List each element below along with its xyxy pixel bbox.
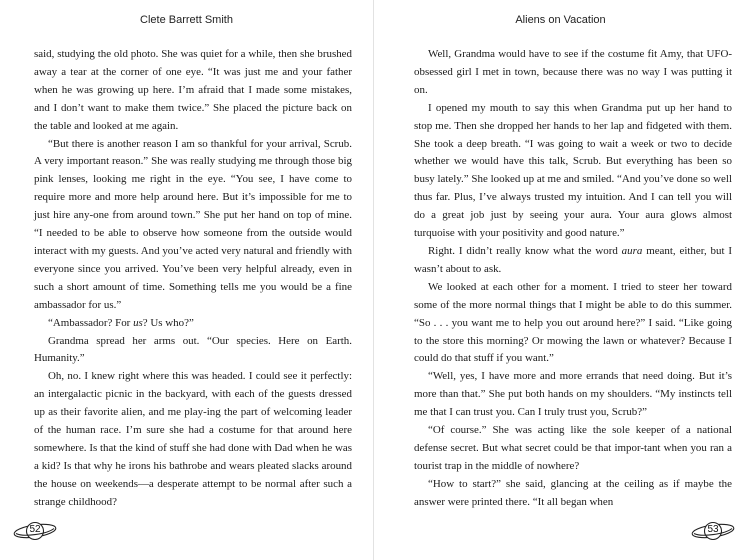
- page-number: 53: [707, 524, 719, 535]
- running-header-title: Aliens on Vacation: [515, 14, 606, 26]
- paragraph: “How to start?” she said, glancing at the ceiling as if maybe the answer were printed there. “It all began when: [414, 477, 732, 508]
- paragraph: We looked at each other for a moment. I tried to steer her toward some of the more normal things that I might be able to do this summer. “So . . . you want me to help you out around here?” I said. “Like going to the store this morning? Or mowing the lawn or whatever? Because I could do that stuff if you want.”: [414, 280, 732, 365]
- paragraph: said, studying the old photo. She was quiet for a while, then she brushed away a tear at the corner of one eye. “It was just me and your father when he was growing up here. I’m afraid that I made some mistakes, and I don’t want to make them twice.” She placed the picture back on the table and looked at me again.: [34, 48, 352, 132]
- paragraph: I opened my mouth to say this when Grandma put up her hand to stop me. Then she dropped her hands to her lap and fidgeted with them. She took a deep breath. “I was going to wait a week or two to decide whether we would have this talk, Scrub. But everything has been so busy lately.” She looked up at me and smiled. “And you’ve done so well thus far. Plus, I’ve always trusted my intuition. And I can tell you will do a great job just by seeing your aura. Your aura glows almost turquoise with your positivity and good nature.”: [414, 101, 732, 240]
- paragraph: Oh, no. I knew right where this was headed. I could see it perfectly: an intergalactic picnic in the backyard, with each of the guests dressed up as their favorite alien, and me play-ing the part of welcoming leader of the human race. I’m sure she had a costume for that around here somewhere. Is that the kind of stuff she had done with Dad when he was a kid? Is that why he irons his bathrobe and wears pleated slacks around the house on weekends—a desperate attempt to be normal after such a strange childhood?: [34, 370, 352, 508]
- page-number-badge: [12, 521, 58, 541]
- left-page-body: [34, 46, 352, 512]
- paragraph: “Well, yes, I have more and more errands that need doing. But it’s more than that.” She put both hands on my shoulders. “My instincts tell me that I can trust you. Can I truly trust you, Scrub?”: [414, 370, 732, 419]
- paragraph: Well, Grandma would have to see if the costume fit Amy, that UFO-obsessed girl I met in town, because there was no way I was putting it on.: [414, 48, 732, 96]
- right-page: [374, 0, 747, 560]
- paragraph: “Ambassador? For us? Us who?”: [48, 316, 194, 329]
- paragraph: “But there is another reason I am so thankful for your arrival, Scrub. A very important reason.” She was really studying me through those big pink lenses, looking me right in the eye. “You see, I have come to require more and more help around here. But it’s impossible for me to just hire any-one from around town.” She put her hand on top of mine. “I needed to be able to observe how someone from the outside would interact with my guests. And you’ve acted very natural and friendly with everyone since you arrived. You’ve been very helpful already, even in such a short amount of time. Something tells me you would be a fine ambassador for us.”: [34, 137, 352, 311]
- paragraph: Right. I didn’t really know what the word aura meant, either, but I wasn’t about to ask.: [414, 244, 732, 275]
- running-header-author: Clete Barrett Smith: [140, 14, 233, 26]
- paragraph: “Of course.” She was acting like the sole keeper of a national defense secret. But what secret could be that impor-tant when you ran a tourist trap in the middle of nowhere?: [414, 424, 732, 472]
- right-page-body: [414, 46, 732, 512]
- left-page: [0, 0, 373, 560]
- page-number: 52: [29, 524, 41, 535]
- paragraph: Grandma spread her arms out. “Our species. Here on Earth. Humanity.”: [34, 334, 352, 365]
- page-number-badge: [690, 521, 736, 541]
